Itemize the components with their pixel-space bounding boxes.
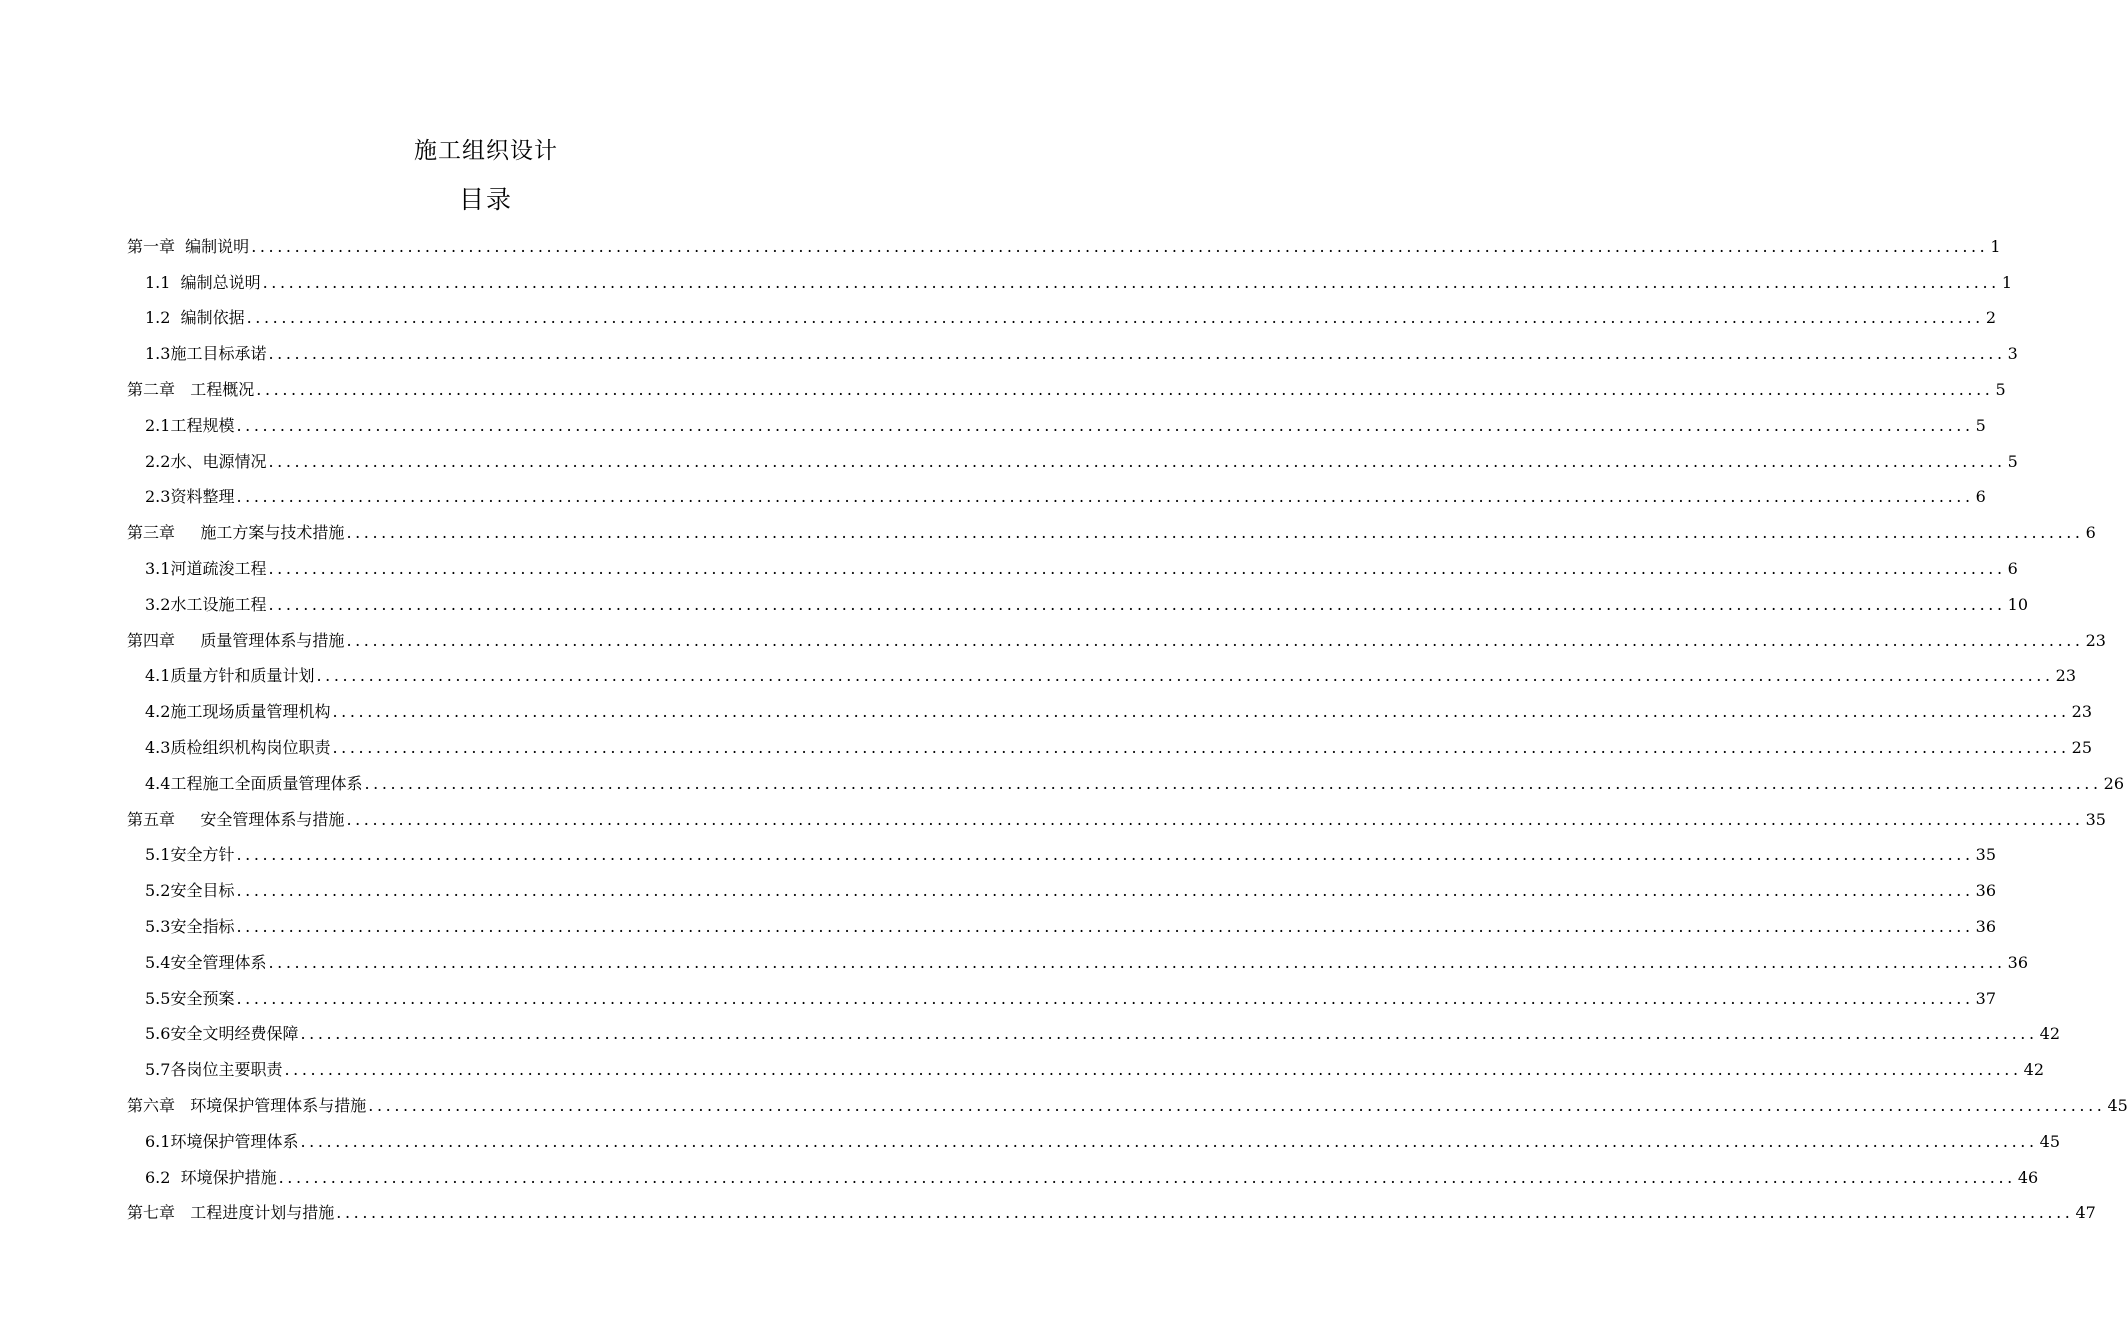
toc-entry-label: 5.7各岗位主要职责 [145,1060,283,1080]
toc-section-entry[interactable] [127,974,1996,1010]
toc-page-number: 6 [2085,523,2096,543]
toc-dot-leader: ........................................................................................................................................................................................................ [284,1060,2022,1080]
toc-entry-label: 第三章 施工方案与技术措施 [127,523,345,543]
toc-section-entry[interactable] [127,759,2124,795]
toc-dot-leader: ........................................................................................................................................................................................................ [268,558,2006,578]
toc-dot-leader: ........................................................................................................................................................................................................ [300,1024,2038,1044]
toc-section-entry[interactable] [127,902,1996,938]
toc-page-number: 36 [1975,881,1996,901]
toc-dot-leader: ........................................................................................................................................................................................................ [251,236,1989,256]
toc-page-number: 23 [2055,666,2076,686]
toc-section-entry[interactable] [127,723,2092,759]
toc-entry-label: 1.1 编制总说明 [145,272,261,292]
toc-dot-leader: ........................................................................................................................................................................................................ [346,630,2084,650]
toc-dot-leader: ........................................................................................................................................................................................................ [246,308,1984,328]
toc-entry-label: 5.5安全预案 [145,988,235,1008]
toc-entry-label: 5.4安全管理体系 [145,952,267,972]
toc-dot-leader: ........................................................................................................................................................................................................ [236,415,1974,435]
toc-page-number: 36 [2007,952,2028,972]
toc-dot-leader: ........................................................................................................................................................................................................ [346,523,2084,543]
toc-entry-label: 第五章 安全管理体系与措施 [127,809,345,829]
toc-entry-label: 第四章 质量管理体系与措施 [127,630,345,650]
toc-dot-leader: ........................................................................................................................................................................................................ [332,702,2070,722]
toc-entry-label: 4.1质量方针和质量计划 [145,666,315,686]
toc-section-entry[interactable] [127,687,2092,723]
toc-page-number: 5 [2007,451,2018,471]
toc-section-entry[interactable] [127,938,2028,974]
toc-section-entry[interactable] [127,1117,2060,1153]
toc-page-number: 46 [2017,1167,2039,1187]
toc-page-number: 35 [2085,809,2106,829]
toc-entry-label: 4.2施工现场质量管理机构 [145,702,331,722]
toc-chapter-entry[interactable] [127,365,2006,401]
toc-chapter-entry[interactable] [127,616,2106,652]
toc-section-entry[interactable] [127,329,2018,365]
document-title: 施工组织设计 [414,138,558,164]
toc-page-number: 5 [1975,415,1986,435]
toc-entry-label: 第六章 环境保护管理体系与措施 [127,1095,367,1115]
toc-entry-label: 3.1河道疏浚工程 [145,558,267,578]
toc-dot-leader: ........................................................................................................................................................................................................ [316,666,2054,686]
toc-dot-leader: ........................................................................................................................................................................................................ [262,272,2000,292]
toc-dot-leader: ........................................................................................................................................................................................................ [268,594,2006,614]
toc-dot-leader: ........................................................................................................................................................................................................ [236,845,1974,865]
toc-section-entry[interactable] [127,258,2012,294]
toc-entry-label: 第二章 工程概况 [127,379,255,399]
toc-section-entry[interactable] [127,831,1996,867]
toc-entry-label: 1.3施工目标承诺 [145,344,267,364]
toc-page-number: 37 [1975,988,1996,1008]
toc-dot-leader: ........................................................................................................................................................................................................ [336,1203,2074,1223]
toc-entry-label: 4.4工程施工全面质量管理体系 [145,773,363,793]
toc-entry-label: 5.1安全方针 [145,845,235,865]
toc-dot-leader: ........................................................................................................................................................................................................ [346,809,2084,829]
toc-chapter-entry[interactable] [127,508,2096,544]
toc-dot-leader: ........................................................................................................................................................................................................ [268,451,2006,471]
toc-entry-label: 5.2安全目标 [145,881,235,901]
toc-dot-leader: ........................................................................................................................................................................................................ [332,737,2070,757]
toc-entry-label: 2.2水、电源情况 [145,451,267,471]
toc-section-entry[interactable] [127,1010,2060,1046]
toc-entry-label: 5.3安全指标 [145,916,235,936]
toc-section-entry[interactable] [127,437,2018,473]
toc-page-number: 10 [2007,594,2028,614]
toc-dot-leader: ........................................................................................................................................................................................................ [368,1095,2106,1115]
toc-section-entry[interactable] [127,401,1986,437]
toc-page-number: 26 [2103,773,2124,793]
toc-page-number: 23 [2085,630,2106,650]
toc-entry-label: 6.1环境保护管理体系 [145,1131,299,1151]
toc-dot-leader: ........................................................................................................................................................................................................ [268,344,2006,364]
toc-section-entry[interactable] [127,473,1986,509]
toc-entry-label: 3.2水工设施工程 [145,594,267,614]
toc-page-number: 1 [1990,236,2001,256]
toc-dot-leader: ........................................................................................................................................................................................................ [236,487,1974,507]
toc-dot-leader: ........................................................................................................................................................................................................ [278,1167,2016,1187]
toc-dot-leader: ........................................................................................................................................................................................................ [236,881,1974,901]
toc-page-number: 6 [2007,558,2018,578]
toc-dot-leader: ........................................................................................................................................................................................................ [300,1131,2038,1151]
toc-page-number: 36 [1975,916,1996,936]
toc-dot-leader: ........................................................................................................................................................................................................ [236,916,1974,936]
toc-entry-label: 6.2 环境保护措施 [145,1167,277,1187]
toc-page-number: 25 [2071,737,2092,757]
toc-heading: 目录 [458,185,513,214]
toc-entry-label: 第一章 编制说明 [127,236,250,256]
toc-page-number: 45 [2039,1131,2060,1151]
toc-page-number: 1 [2001,272,2012,292]
toc-dot-leader: ........................................................................................................................................................................................................ [364,773,2102,793]
toc-section-entry[interactable] [127,1045,2044,1081]
toc-chapter-entry[interactable] [127,795,2106,831]
toc-section-entry[interactable] [127,1153,2039,1189]
toc-page-number: 42 [2039,1024,2060,1044]
toc-page-number: 47 [2075,1203,2096,1223]
toc-page-number: 2 [1985,308,1996,328]
toc-page-number: 5 [1995,379,2006,399]
toc-section-entry[interactable] [127,866,1996,902]
toc-entry-label: 2.1工程规模 [145,415,235,435]
table-of-contents [127,222,2128,1224]
toc-entry-label: 5.6安全文明经费保障 [145,1024,299,1044]
toc-chapter-entry[interactable] [127,222,2001,258]
toc-page-number: 6 [1975,487,1986,507]
toc-entry-label: 4.3质检组织机构岗位职责 [145,737,331,757]
toc-chapter-entry[interactable] [127,1081,2128,1117]
toc-dot-leader: ........................................................................................................................................................................................................ [236,988,1974,1008]
toc-section-entry[interactable] [127,544,2018,580]
toc-page-number: 35 [1975,845,1996,865]
toc-entry-label: 1.2 编制依据 [145,308,245,328]
toc-entry-label: 2.3资料整理 [145,487,235,507]
toc-page-number: 45 [2107,1095,2128,1115]
toc-page-number: 3 [2007,344,2018,364]
toc-page-number: 23 [2071,702,2092,722]
toc-section-entry[interactable] [127,294,1996,330]
toc-section-entry[interactable] [127,652,2076,688]
toc-dot-leader: ........................................................................................................................................................................................................ [268,952,2006,972]
toc-entry-label: 第七章 工程进度计划与措施 [127,1203,335,1223]
toc-section-entry[interactable] [127,580,2028,616]
toc-dot-leader: ........................................................................................................................................................................................................ [256,379,1994,399]
toc-page-number: 42 [2023,1060,2044,1080]
toc-chapter-entry[interactable] [127,1189,2096,1225]
